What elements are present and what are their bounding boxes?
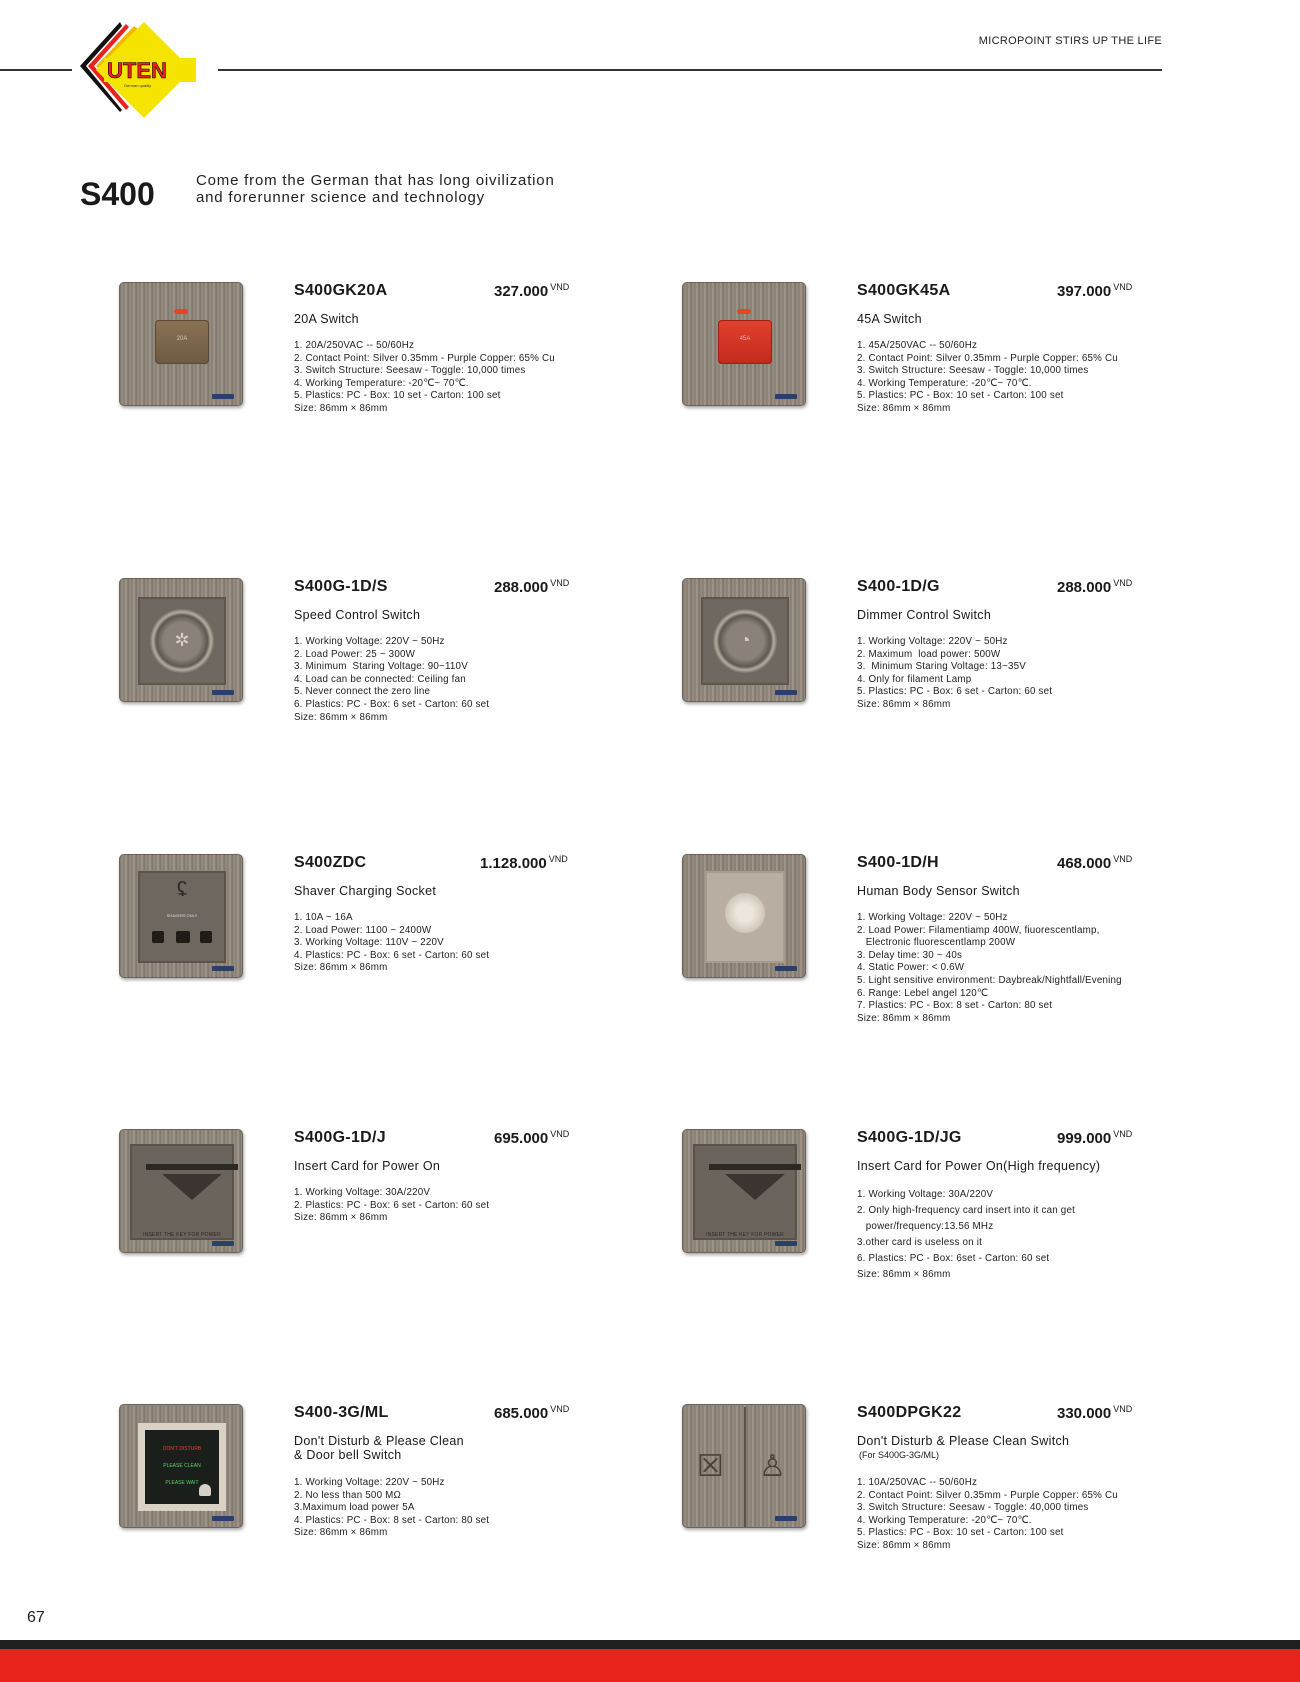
spec-line: 5. Never connect the zero line: [294, 686, 431, 698]
product-price: [494, 1404, 569, 1422]
status-display: [145, 1430, 219, 1504]
dimmer-knob: [712, 608, 778, 674]
slogan-line-1: Come from the German that has long oivilization: [196, 172, 555, 189]
spec-line: 2. Maximum load power: 500W: [857, 648, 1001, 660]
spec-line: 5. Light sensitive environment: Daybreak/Nightfall/Evening: [857, 974, 1122, 986]
spec-line: 4. Plastics: PC - Box: 8 set - Carton: 80 set: [294, 1514, 490, 1526]
series-title: S400: [80, 176, 155, 212]
outlet-icon: [176, 931, 190, 943]
page-number: 67: [27, 1609, 45, 1626]
price-currency: VND: [1113, 578, 1133, 588]
card-slot: [709, 1164, 801, 1170]
spec-line: 5. Plastics: PC - Box: 10 set - Carton: 100 set: [857, 1527, 1064, 1539]
price-currency: VND: [1113, 854, 1133, 864]
product-model: S400-1D/G: [857, 578, 940, 595]
price-value: 288.000: [494, 579, 549, 596]
spec-line: 3. Switch Structure: Seesaw - Toggle: 10,000 times: [294, 365, 526, 377]
product-name: Dimmer Control Switch: [857, 608, 992, 622]
product-price: [1057, 1129, 1132, 1147]
price-value: 999.000: [1057, 1130, 1112, 1147]
spec-line: 2. Plastics: PC - Box: 6 set - Carton: 60 set: [294, 1199, 490, 1211]
price-currency: VND: [550, 1129, 570, 1139]
outlet-icon: [200, 931, 212, 943]
product-price: [1057, 854, 1132, 872]
fan-icon: ✲: [174, 630, 190, 650]
product-model: S400GK20A: [294, 282, 388, 299]
display-line-clean: PLEASE CLEAN: [163, 1463, 201, 1469]
card-plate: [693, 1144, 797, 1240]
spec-line: power/frequency:13.56 MHz: [857, 1221, 994, 1232]
brand-tag: [775, 1516, 797, 1521]
spec-line: 4. Working Temperature: -20℃~ 70℃.: [294, 377, 469, 389]
spec-line: 4. Only for filament Lamp: [857, 673, 972, 685]
spec-line: 3. Switch Structure: Seesaw - Toggle: 10,000 times: [857, 365, 1089, 377]
spec-line: 1. 10A ~ 16A: [294, 912, 353, 923]
product-price: [1057, 578, 1132, 596]
spec-line: 1. Working Voltage: 220V ~ 50Hz: [857, 912, 1008, 923]
spec-line: 4. Plastics: PC - Box: 6 set - Carton: 60 set: [294, 949, 490, 961]
do-not-disturb-icon: ☒: [697, 1450, 724, 1483]
product-image: [119, 854, 243, 978]
display-line-wait: PLEASE WAIT: [165, 1480, 199, 1486]
outlet-icon: [152, 931, 164, 943]
maid-icon: ♙: [759, 1450, 786, 1483]
spec-line: 3. Delay time: 30 ~ 40s: [857, 949, 963, 961]
spec-line: 3. Switch Structure: Seesaw - Toggle: 40,000 times: [857, 1502, 1089, 1514]
price-value: 695.000: [494, 1130, 549, 1147]
product-specs: [294, 1477, 489, 1540]
brand-tag: [775, 394, 797, 399]
product-note: (For S400G-3G/ML): [859, 1450, 940, 1460]
spec-line: 3. Minimum Staring Voltage: 90~110V: [294, 661, 468, 673]
spec-line: 4. Working Temperature: -20℃~ 70℃.: [857, 377, 1032, 389]
card-label: INSERT THE KEY FOR POWER: [143, 1232, 221, 1238]
price-currency: VND: [550, 282, 570, 292]
header-tagline: MICROPOINT STIRS UP THE LIFE: [978, 35, 1162, 47]
spec-line: 2. Contact Point: Silver 0.35mm - Purple Copper: 65% Cu: [294, 352, 555, 364]
product-image: [682, 282, 806, 406]
product-name: Human Body Sensor Switch: [857, 884, 1020, 898]
rocker-switch: [718, 320, 772, 364]
price-value: 288.000: [1057, 579, 1112, 596]
price-value: 468.000: [1057, 855, 1112, 872]
product-specs: [857, 912, 1122, 1025]
product-model: S400G-1D/J: [294, 1129, 386, 1146]
price-currency: VND: [550, 1404, 570, 1414]
spec-line: 5. Plastics: PC - Box: 6 set - Carton: 60 set: [857, 686, 1053, 698]
speed-knob: [149, 608, 215, 674]
brand-tag: [212, 690, 234, 695]
product-image: [119, 1404, 243, 1528]
product-price: [494, 1129, 569, 1147]
product-model: S400G-1D/JG: [857, 1129, 962, 1146]
product-model: S400GK45A: [857, 282, 951, 299]
product-model: S400-3G/ML: [294, 1404, 389, 1421]
product-image: [119, 282, 243, 406]
product-model: S400G-1D/S: [294, 578, 388, 595]
price-value: 330.000: [1057, 1405, 1112, 1422]
doorbell-icon: [199, 1484, 211, 1496]
brand-tag: [775, 690, 797, 695]
product-name: Shaver Charging Socket: [294, 884, 437, 898]
brand-tag: [775, 1241, 797, 1246]
spec-line: Size: 86mm × 86mm: [294, 402, 388, 414]
card-slot: [146, 1164, 238, 1170]
brand-tag: [775, 966, 797, 971]
spec-line: Size: 86mm × 86mm: [294, 1212, 388, 1224]
spec-line: Size: 86mm × 86mm: [857, 1539, 951, 1551]
spec-line: 1. Working Voltage: 220V ~ 50Hz: [294, 636, 445, 647]
series-slogan: [196, 172, 555, 206]
spec-line: 4. Static Power: < 0.6W: [857, 962, 965, 974]
spec-line: 1. 20A/250VAC -- 50/60Hz: [294, 340, 415, 351]
product-price: [1057, 282, 1132, 300]
product-price: [1057, 1404, 1132, 1422]
price-value: 685.000: [494, 1405, 549, 1422]
product-price: [494, 282, 569, 300]
shaver-icon: ʢ: [177, 879, 187, 901]
product-price: [494, 578, 569, 596]
rocker-label: 20A: [176, 336, 188, 342]
spec-line: Size: 86mm × 86mm: [294, 962, 388, 974]
spec-line: 7. Plastics: PC - Box: 8 set - Carton: 80 set: [857, 1000, 1053, 1012]
socket-plate: [138, 871, 226, 963]
spec-line: 1. 10A/250VAC -- 50/60Hz: [857, 1477, 978, 1488]
product-model: S400-1D/H: [857, 854, 939, 871]
spec-line: 2. Only high-frequency card insert into it can get: [857, 1205, 1076, 1216]
spec-line: Size: 86mm × 86mm: [294, 1527, 388, 1539]
product-image: [682, 1129, 806, 1253]
product-specs: [857, 636, 1052, 712]
spec-line: 3.Maximum load power 5A: [294, 1502, 415, 1514]
spec-line: 2. No less than 500 MΩ: [294, 1489, 402, 1501]
spec-line: 4. Working Temperature: -20℃~ 70℃.: [857, 1514, 1032, 1526]
product-name: Don't Disturb & Please Clean Switch: [857, 1434, 1070, 1448]
motion-sensor-icon: [725, 893, 765, 933]
price-value: 397.000: [1057, 283, 1112, 300]
spec-line: 6. Plastics: PC - Box: 6set - Carton: 60 set: [857, 1253, 1050, 1264]
spec-line: 2. Load Power: 1100 ~ 2400W: [294, 924, 432, 936]
spec-line: 1. Working Voltage: 30A/220V: [294, 1187, 431, 1198]
product-name: Speed Control Switch: [294, 608, 421, 622]
spec-line: 4. Load can be connected: Ceiling fan: [294, 673, 466, 685]
spec-line: Size: 86mm × 86mm: [857, 1012, 951, 1024]
spec-line: 5. Plastics: PC - Box: 10 set - Carton: 100 set: [294, 390, 501, 402]
product-specs: [294, 340, 555, 416]
spec-line: Size: 86mm × 86mm: [857, 402, 951, 414]
logo-text: UTEN: [107, 58, 167, 83]
spec-line: 1. Working Voltage: 30A/220V: [857, 1189, 994, 1200]
product-model: S400ZDC: [294, 854, 367, 871]
spec-line: 3. Working Voltage: 110V ~ 220V: [294, 937, 444, 949]
indicator-led: [174, 309, 188, 314]
spec-line: 2. Contact Point: Silver 0.35mm - Purple Copper: 65% Cu: [857, 352, 1118, 364]
uten-logo: [76, 20, 206, 122]
spec-line: 3. Minimum Staring Voltage: 13~35V: [857, 661, 1027, 673]
price-currency: VND: [1113, 1129, 1133, 1139]
price-currency: VND: [1113, 282, 1133, 292]
spec-line: 1. Working Voltage: 220V ~ 50Hz: [294, 1477, 445, 1488]
header-rule-left: [0, 69, 72, 71]
product-name: Don't Disturb & Please Clean & Door bell Switch: [294, 1434, 464, 1462]
spec-line: 3.other card is useless on it: [857, 1237, 983, 1248]
display-line-dnd: DON'T DISTURB: [162, 1446, 202, 1452]
product-name: 20A Switch: [294, 312, 359, 326]
product-name: Insert Card for Power On: [294, 1159, 441, 1173]
card-label: INSERT THE KEY FOR POWER: [706, 1232, 784, 1238]
product-name: Insert Card for Power On(High frequency): [857, 1159, 1101, 1173]
footer-band-red: [0, 1649, 1300, 1682]
product-specs: [294, 636, 489, 724]
product-image: [119, 1129, 243, 1253]
product-image: [682, 1404, 806, 1528]
spec-line: 2. Load Power: Filamentiamp 400W, fiuorescentlamp,: [857, 924, 1100, 936]
brand-tag: [212, 394, 234, 399]
socket-label: SHAVERS ONLY: [166, 913, 198, 918]
product-specs: [857, 340, 1118, 416]
brand-tag: [212, 966, 234, 971]
spec-line: 6. Range: Lebel angel 120℃: [857, 987, 989, 999]
logo-subtext: German quality: [124, 83, 152, 88]
product-specs: [857, 1187, 1075, 1283]
price-currency: VND: [548, 854, 568, 864]
brand-tag: [212, 1516, 234, 1521]
product-price: [480, 854, 568, 872]
spec-line: 2. Contact Point: Silver 0.35mm - Purple Copper: 65% Cu: [857, 1489, 1118, 1501]
header-rule-right: [218, 69, 1162, 71]
product-image: [119, 578, 243, 702]
lamp-icon: ◔: [739, 630, 751, 650]
product-specs: [857, 1477, 1118, 1553]
rocker-switch: [155, 320, 209, 364]
brand-tag: [212, 1241, 234, 1246]
rocker-label: 45A: [739, 336, 751, 342]
card-plate: [130, 1144, 234, 1240]
product-image: [682, 578, 806, 702]
spec-line: Size: 86mm × 86mm: [857, 1269, 951, 1280]
indicator-led: [737, 309, 751, 314]
price-currency: VND: [550, 578, 570, 588]
spec-line: Electronic fluorescentlamp 200W: [857, 937, 1016, 949]
slogan-line-2: and forerunner science and technology: [196, 189, 485, 206]
spec-line: 2. Load Power: 25 ~ 300W: [294, 648, 416, 660]
spec-line: 1. 45A/250VAC -- 50/60Hz: [857, 340, 978, 351]
price-value: 1.128.000: [480, 855, 547, 872]
rocker-divider: [744, 1407, 746, 1527]
spec-line: Size: 86mm × 86mm: [294, 711, 388, 723]
price-value: 327.000: [494, 283, 549, 300]
arrow-down-icon: [725, 1174, 785, 1200]
price-currency: VND: [1113, 1404, 1133, 1414]
spec-line: 6. Plastics: PC - Box: 6 set - Carton: 60 set: [294, 698, 490, 710]
spec-line: Size: 86mm × 86mm: [857, 698, 951, 710]
spec-line: 1. Working Voltage: 220V ~ 50Hz: [857, 636, 1008, 647]
product-specs: [294, 1187, 489, 1225]
product-specs: [294, 912, 489, 975]
spec-line: 5. Plastics: PC - Box: 10 set - Carton: 100 set: [857, 390, 1064, 402]
arrow-down-icon: [162, 1174, 222, 1200]
product-image: [682, 854, 806, 978]
product-model: S400DPGK22: [857, 1404, 962, 1421]
product-name: 45A Switch: [857, 312, 922, 326]
footer-band-dark: [0, 1640, 1300, 1649]
